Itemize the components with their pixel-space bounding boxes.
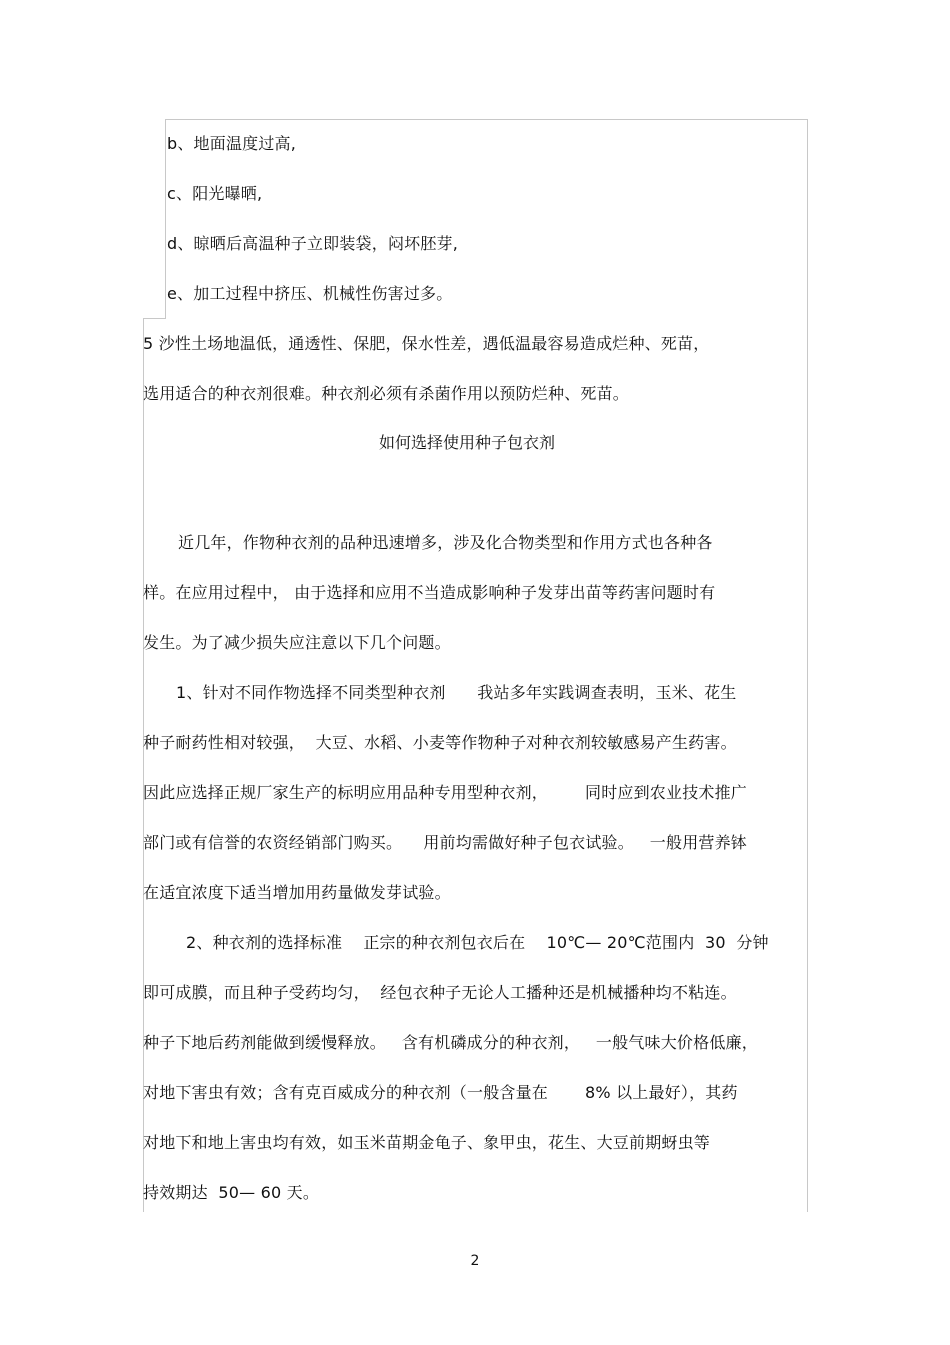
body-line: 持效期达 50— 60 天。 (143, 1183, 320, 1202)
frame-list-bottom-rule (143, 318, 166, 319)
list-item-b: b、地面温度过高, (167, 134, 297, 153)
frame-list-left-rule (165, 119, 166, 319)
list-item-c: c、阳光曝晒, (167, 184, 263, 203)
page-number: 2 (470, 1253, 480, 1269)
body-line: 1、针对不同作物选择不同类型种衣剂 我站多年实践调查表明，玉米、花生 (176, 683, 737, 702)
frame-right-rule (807, 119, 808, 1212)
body-line: 对地下和地上害虫均有效，如玉米苗期金龟子、象甲虫，花生、大豆前期蚜虫等 (143, 1133, 711, 1152)
body-line: 近几年，作物种衣剂的品种迅速增多，涉及化合物类型和作用方式也各种各 (178, 533, 713, 552)
body-line: 即可成膜，而且种子受药均匀， 经包衣种子无论人工播种还是机械播种均不粘连。 (143, 983, 737, 1002)
body-line: 对地下害虫有效；含有克百威成分的种衣剂（一般含量在 8% 以上最好），其药 (143, 1083, 738, 1102)
body-line: 在适宜浓度下适当增加用药量做发芽试验。 (143, 883, 451, 902)
body-line: 部门或有信誉的农资经销部门购买。 用前均需做好种子包衣试验。 一般用营养钵 (143, 833, 748, 852)
body-line: 因此应选择正规厂家生产的标明应用品种专用型种衣剂， 同时应到农业技术推广 (143, 783, 748, 802)
section-title: 如何选择使用种子包衣剂 (378, 433, 555, 452)
body-line: 2、种衣剂的选择标准 正宗的种衣剂包衣后在 10℃— 20℃范围内 30 分钟 (186, 933, 769, 952)
list-item-e: e、加工过程中挤压、机械性伤害过多。 (167, 284, 453, 303)
body-line: 发生。为了减少损失应注意以下几个问题。 (143, 633, 451, 652)
list-item-d: d、晾晒后高温种子立即装袋，闷坏胚芽, (167, 234, 459, 253)
intro-line-1: 5 沙性土场地温低，通透性、保肥，保水性差，遇低温最容易造成烂种、死苗， (143, 334, 710, 353)
body-line: 种子耐药性相对较强， 大豆、水稻、小麦等作物种子对种衣剂较敏感易产生药害。 (143, 733, 737, 752)
intro-line-2: 选用适合的种衣剂很难。种衣剂必须有杀菌作用以预防烂种、死苗。 (143, 384, 630, 403)
body-line: 种子下地后药剂能做到缓慢释放。 含有机磷成分的种衣剂， 一般气味大价格低廉， (143, 1033, 758, 1052)
body-line: 样。在应用过程中， 由于选择和应用不当造成影响种子发芽出苗等药害问题时有 (143, 583, 716, 602)
frame-top-rule (165, 119, 808, 120)
